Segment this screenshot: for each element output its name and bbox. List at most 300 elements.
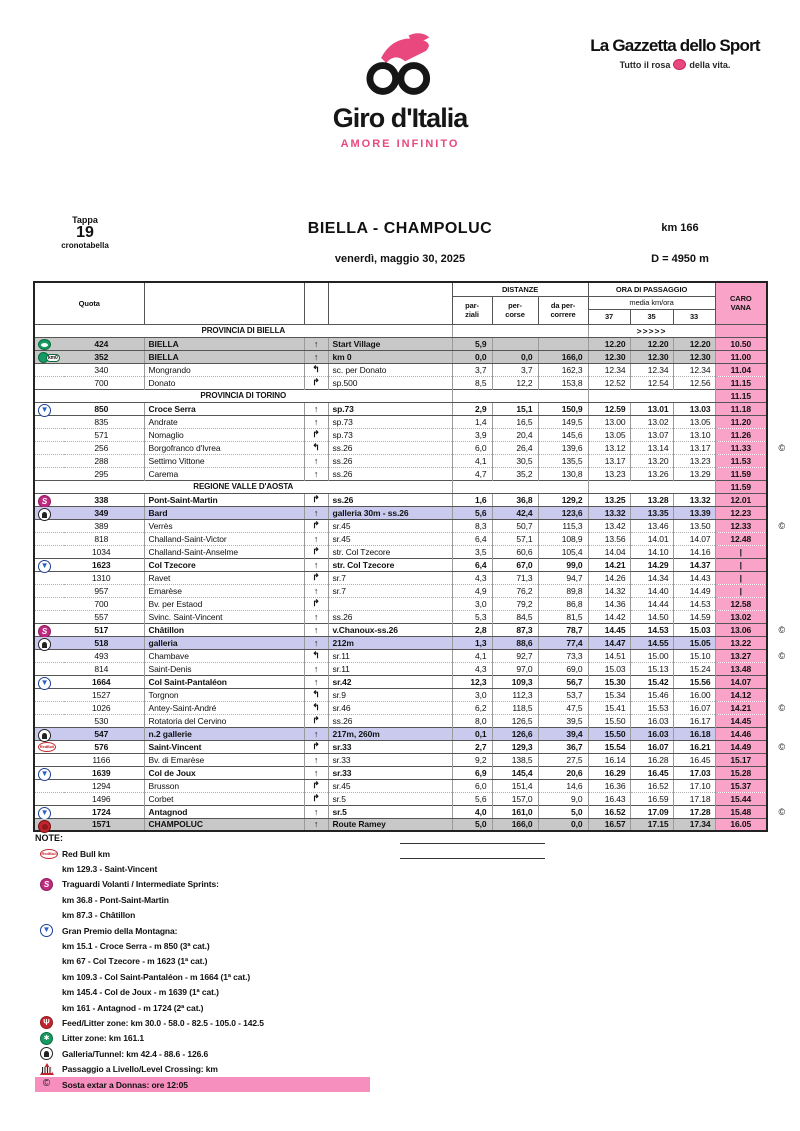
- time-37-cell: 13.17: [588, 454, 630, 467]
- locality-cell: Chambave: [144, 649, 304, 662]
- locality-cell: CHAMPOLUC: [144, 818, 304, 831]
- dist-partial-cell: 1,4: [452, 415, 492, 428]
- time-37-cell: 13.05: [588, 428, 630, 441]
- time-35-cell: 12.20: [630, 337, 673, 350]
- locality-cell: Carema: [144, 467, 304, 480]
- direction-arrow-icon: ↑: [304, 506, 328, 519]
- time-33-cell: 14.16: [673, 545, 715, 558]
- dist-remaining-cell: 135,5: [538, 454, 588, 467]
- direction-arrow-icon: ↑: [304, 662, 328, 675]
- locality-cell: Torgnon: [144, 688, 304, 701]
- dist-partial-cell: 4,1: [452, 649, 492, 662]
- km-zero-icon: [38, 352, 62, 363]
- dist-remaining-cell: 53,7: [538, 688, 588, 701]
- dist-covered-cell: 57,1: [492, 532, 538, 545]
- table-row: [34, 701, 767, 714]
- header-carovana: [715, 282, 767, 324]
- gpm-mountain-icon: [40, 924, 53, 937]
- direction-arrow-icon: ↱: [304, 597, 328, 610]
- dist-partial-cell: 6,0: [452, 441, 492, 454]
- header-vana: VANA: [730, 303, 751, 313]
- dist-covered-cell: 26,4: [492, 441, 538, 454]
- note-icon-slot: [40, 1016, 62, 1029]
- sprint-icon: [40, 878, 53, 891]
- dist-covered-cell: 97,0: [492, 662, 538, 675]
- dist-covered-cell: 161,0: [492, 805, 538, 818]
- caravan-time-cell: 11.59: [715, 480, 767, 493]
- time-37-cell: 14.47: [588, 636, 630, 649]
- direction-arrow-icon: ↰: [304, 701, 328, 714]
- table-row: [34, 623, 767, 636]
- time-37-cell: 14.36: [588, 597, 630, 610]
- note-text: Passaggio a Livello/Level Crossing: km: [62, 1064, 218, 1075]
- section-spacer: [452, 480, 588, 493]
- dist-partial-cell: 12,3: [452, 675, 492, 688]
- time-37-cell: 12.52: [588, 376, 630, 389]
- dist-covered-cell: 84,5: [492, 610, 538, 623]
- road-cell: [328, 597, 452, 610]
- road-cell: sp.73: [328, 402, 452, 415]
- time-37-cell: 13.12: [588, 441, 630, 454]
- time-37-cell: 16.57: [588, 818, 630, 831]
- direction-arrow-icon: ↑: [304, 467, 328, 480]
- header-direction: [304, 282, 328, 324]
- dist-remaining-cell: 47,5: [538, 701, 588, 714]
- quota-cell: [34, 636, 144, 649]
- giro-title: Giro d'Italia: [332, 103, 468, 133]
- table-row: [34, 571, 767, 584]
- quota-cell: [34, 818, 144, 831]
- copyright-stop-icon: ©: [778, 741, 786, 752]
- time-35-cell: 14.50: [630, 610, 673, 623]
- time-33-cell: 12.56: [673, 376, 715, 389]
- quota-value: 1026: [92, 702, 111, 713]
- dist-partial-cell: 6,4: [452, 558, 492, 571]
- time-35-cell: 16.59: [630, 792, 673, 805]
- gazzetta-tagline-right: della vita.: [689, 59, 731, 70]
- caravan-time-cell: 11.15: [715, 389, 767, 402]
- dist-covered-cell: 157,0: [492, 792, 538, 805]
- time-33-cell: 12.20: [673, 337, 715, 350]
- note-sub-text: km 161 - Antagnod - m 1724 (2ª cat.): [62, 1002, 204, 1013]
- quota-value: 850: [94, 403, 109, 414]
- note-entry: [35, 877, 755, 892]
- time-33-cell: 14.37: [673, 558, 715, 571]
- road-cell: sr.33: [328, 766, 452, 779]
- quota-cell: [34, 779, 144, 792]
- locality-cell: Svinc. Saint-Vincent: [144, 610, 304, 623]
- stage-elevation: D = 4950 m: [651, 253, 709, 265]
- header-correre: correre: [550, 310, 576, 319]
- time-37-cell: 15.54: [588, 740, 630, 753]
- dist-covered-cell: 71,3: [492, 571, 538, 584]
- road-cell: sr.9: [328, 688, 452, 701]
- quota-cell: [34, 454, 144, 467]
- caravan-time-cell: 11.18: [715, 402, 767, 415]
- redbull-icon: [40, 849, 58, 859]
- giro-cyclist-icon: [357, 30, 443, 96]
- stage-distance: km 166: [661, 222, 699, 234]
- time-37-cell: 16.52: [588, 805, 630, 818]
- time-37-cell: 13.23: [588, 467, 630, 480]
- quota-cell: [34, 493, 144, 506]
- road-cell: sr.46: [328, 701, 452, 714]
- table-row: [34, 467, 767, 480]
- stage-date: venerdì, maggio 30, 2025: [334, 253, 466, 265]
- time-33-cell: 16.45: [673, 753, 715, 766]
- quota-cell: [34, 467, 144, 480]
- dist-remaining-cell: 150,9: [538, 402, 588, 415]
- section-label: PROVINCIA DI BIELLA: [34, 324, 452, 337]
- road-cell: 217m, 260m: [328, 727, 452, 740]
- header-speed-33: 33: [673, 309, 715, 324]
- table-row: [34, 649, 767, 662]
- road-cell: str. Col Tzecore: [328, 558, 452, 571]
- quota-cell: [34, 441, 144, 454]
- quota-cell: [34, 701, 144, 714]
- quota-value: 518: [94, 637, 109, 648]
- dist-covered-cell: 92,7: [492, 649, 538, 662]
- copyright-stop-icon: ©: [778, 624, 786, 635]
- giro-subtitle: AMORE INFINITO: [340, 138, 460, 150]
- header-speed-37: 37: [588, 309, 630, 324]
- dist-remaining-cell: 39,4: [538, 727, 588, 740]
- time-37-cell: 14.51: [588, 649, 630, 662]
- note-icon-slot: [40, 1063, 62, 1075]
- section-media: [588, 480, 715, 493]
- tappa-label: Tappa: [72, 215, 98, 225]
- note-icon-slot: [40, 849, 62, 859]
- direction-arrow-icon: ↑: [304, 558, 328, 571]
- locality-cell: BIELLA: [144, 350, 304, 363]
- note-sub-text: km 36.8 - Pont-Saint-Martin: [62, 894, 169, 905]
- dist-covered-cell: 151,4: [492, 779, 538, 792]
- road-cell: sr.5: [328, 792, 452, 805]
- direction-arrow-icon: ↑: [304, 337, 328, 350]
- dist-remaining-cell: 130,8: [538, 467, 588, 480]
- dist-covered-cell: [492, 337, 538, 350]
- section-row: [34, 389, 767, 402]
- header-locality: [144, 282, 304, 324]
- direction-arrow-icon: ↰: [304, 688, 328, 701]
- time-35-cell: 12.30: [630, 350, 673, 363]
- quota-value: 1034: [92, 546, 111, 557]
- dist-partial-cell: 3,9: [452, 428, 492, 441]
- note-sub-entry: [35, 861, 755, 876]
- dist-partial-cell: 8,0: [452, 714, 492, 727]
- locality-cell: Saint-Denis: [144, 662, 304, 675]
- quota-value: 1496: [92, 793, 111, 804]
- dist-partial-cell: 5,0: [452, 818, 492, 831]
- caravan-time-cell: 15.17: [715, 753, 767, 766]
- time-33-cell: 16.18: [673, 727, 715, 740]
- dist-covered-cell: 88,6: [492, 636, 538, 649]
- time-35-cell: 15.42: [630, 675, 673, 688]
- quota-value: 700: [94, 598, 109, 609]
- locality-cell: n.2 gallerie: [144, 727, 304, 740]
- direction-arrow-icon: ↑: [304, 818, 328, 831]
- dist-covered-cell: 76,2: [492, 584, 538, 597]
- quota-value: 1639: [92, 767, 111, 778]
- table-row: [34, 415, 767, 428]
- road-cell: sc. per Donato: [328, 363, 452, 376]
- quota-cell: [34, 727, 144, 740]
- header-parziali: [452, 296, 492, 324]
- time-37-cell: 12.20: [588, 337, 630, 350]
- section-media: >>>>>: [588, 324, 715, 337]
- header-per: per-: [508, 301, 522, 310]
- table-row: [34, 610, 767, 623]
- dist-partial-cell: 3,0: [452, 597, 492, 610]
- road-cell: sr.7: [328, 584, 452, 597]
- time-35-cell: 15.13: [630, 662, 673, 675]
- time-37-cell: 15.03: [588, 662, 630, 675]
- road-cell: galleria 30m - ss.26: [328, 506, 452, 519]
- time-33-cell: 14.43: [673, 571, 715, 584]
- dist-remaining-cell: 89,8: [538, 584, 588, 597]
- note-text: Feed/Litter zone: km 30.0 - 58.0 - 82.5 - 105.0 - 142.5: [62, 1017, 264, 1028]
- time-33-cell: 16.07: [673, 701, 715, 714]
- locality-cell: Pont-Saint-Martin: [144, 493, 304, 506]
- time-33-cell: 17.28: [673, 805, 715, 818]
- dist-remaining-cell: 14,6: [538, 779, 588, 792]
- time-35-cell: 14.55: [630, 636, 673, 649]
- table-row: [34, 441, 767, 454]
- locality-cell: Nomaglio: [144, 428, 304, 441]
- time-35-cell: 14.29: [630, 558, 673, 571]
- note-sub-entry: [35, 985, 755, 1000]
- quota-cell: [34, 766, 144, 779]
- road-cell: ss.26: [328, 454, 452, 467]
- quota-value: 288: [94, 455, 109, 466]
- time-35-cell: 15.46: [630, 688, 673, 701]
- time-35-cell: 14.53: [630, 623, 673, 636]
- dist-partial-cell: 5,6: [452, 792, 492, 805]
- note-text: Gran Premio della Montagna:: [62, 925, 178, 936]
- locality-cell: Bard: [144, 506, 304, 519]
- direction-arrow-icon: ↑: [304, 584, 328, 597]
- level-crossing-icon: [40, 1063, 54, 1075]
- notes-label: NOTE:: [35, 833, 63, 843]
- road-cell: Route Ramey: [328, 818, 452, 831]
- quota-value: 1664: [92, 676, 111, 687]
- quota-value: 1527: [92, 689, 111, 700]
- quota-cell: [34, 402, 144, 415]
- quota-value: 957: [94, 585, 109, 596]
- caravan-time-cell: 12.33 ©: [715, 519, 767, 532]
- table-row: [34, 740, 767, 753]
- table-row: [34, 350, 767, 363]
- quota-value: 576: [94, 741, 109, 752]
- time-37-cell: 13.32: [588, 506, 630, 519]
- dist-covered-cell: 145,4: [492, 766, 538, 779]
- note-entry: [35, 923, 755, 938]
- caravan-time-cell: [715, 324, 767, 337]
- dist-partial-cell: 1,6: [452, 493, 492, 506]
- dist-partial-cell: 6,4: [452, 532, 492, 545]
- caravan-time-cell: 12.23: [715, 506, 767, 519]
- time-35-cell: 13.02: [630, 415, 673, 428]
- quota-cell: [34, 506, 144, 519]
- quota-value: 1294: [92, 780, 111, 791]
- time-37-cell: 13.25: [588, 493, 630, 506]
- direction-arrow-icon: ↑: [304, 454, 328, 467]
- header-caro: CARO: [729, 294, 752, 304]
- note-sub-entry: [35, 908, 755, 923]
- time-33-cell: 17.10: [673, 779, 715, 792]
- dist-remaining-cell: 39,5: [538, 714, 588, 727]
- dist-partial-cell: 4,3: [452, 571, 492, 584]
- time-35-cell: 13.01: [630, 402, 673, 415]
- quota-value: 1623: [92, 559, 111, 570]
- dist-partial-cell: 2,8: [452, 623, 492, 636]
- stage-route-title: BIELLA - CHAMPOLUC: [307, 220, 493, 237]
- direction-arrow-icon: ↑: [304, 753, 328, 766]
- quota-cell: [34, 610, 144, 623]
- table-row: [34, 337, 767, 350]
- time-37-cell: 15.50: [588, 714, 630, 727]
- dist-partial-cell: 5,6: [452, 506, 492, 519]
- note-entry: [35, 1061, 755, 1076]
- direction-arrow-icon: ↑: [304, 623, 328, 636]
- caravan-time-cell: 15.28: [715, 766, 767, 779]
- locality-cell: Emarèse: [144, 584, 304, 597]
- dist-covered-cell: 3,7: [492, 363, 538, 376]
- dist-remaining-cell: 99,0: [538, 558, 588, 571]
- locality-cell: galleria: [144, 636, 304, 649]
- quota-value: 1310: [92, 572, 111, 583]
- dist-partial-cell: 3,5: [452, 545, 492, 558]
- table-row: [34, 727, 767, 740]
- gazzetta-tagline: [585, 59, 765, 70]
- copyright-stop-icon: ©: [778, 702, 786, 713]
- litter-zone-icon: [40, 1032, 53, 1045]
- time-33-cell: 17.18: [673, 792, 715, 805]
- quota-value: 1571: [92, 819, 111, 830]
- note-sub-entry: [35, 938, 755, 953]
- direction-arrow-icon: ↑: [304, 610, 328, 623]
- time-35-cell: 14.10: [630, 545, 673, 558]
- dist-partial-cell: 0,0: [452, 350, 492, 363]
- time-37-cell: 16.29: [588, 766, 630, 779]
- road-cell: str. Col Tzecore: [328, 545, 452, 558]
- direction-arrow-icon: ↑: [304, 766, 328, 779]
- dist-remaining-cell: 81,5: [538, 610, 588, 623]
- dist-remaining-cell: 162,3: [538, 363, 588, 376]
- quota-value: 835: [94, 416, 109, 427]
- locality-cell: Châtillon: [144, 623, 304, 636]
- road-cell: ss.26: [328, 493, 452, 506]
- dist-covered-cell: 67,0: [492, 558, 538, 571]
- caravan-time-cell: 12.48: [715, 532, 767, 545]
- caravan-time-cell: 13.06 ©: [715, 623, 767, 636]
- dist-remaining-cell: 108,9: [538, 532, 588, 545]
- quota-cell: [34, 350, 144, 363]
- dist-partial-cell: 4,7: [452, 467, 492, 480]
- dist-covered-cell: 60,6: [492, 545, 538, 558]
- dist-remaining-cell: 149,5: [538, 415, 588, 428]
- quota-cell: [34, 714, 144, 727]
- table-row: [34, 779, 767, 792]
- feed-zone-icon: [40, 1016, 53, 1029]
- locality-cell: Verrès: [144, 519, 304, 532]
- dist-partial-cell: 4,9: [452, 584, 492, 597]
- road-cell: sr.45: [328, 779, 452, 792]
- dist-partial-cell: 2,9: [452, 402, 492, 415]
- note-entry: [35, 1046, 755, 1061]
- caravan-time-cell: 11.04: [715, 363, 767, 376]
- quota-cell: [34, 805, 144, 818]
- road-cell: sp.73: [328, 415, 452, 428]
- caravan-time-cell: 14.45: [715, 714, 767, 727]
- locality-cell: Antagnod: [144, 805, 304, 818]
- time-35-cell: 16.07: [630, 740, 673, 753]
- stage-type: cronotabella: [61, 241, 109, 250]
- quota-cell: [34, 363, 144, 376]
- dist-remaining-cell: 36,7: [538, 740, 588, 753]
- locality-cell: Rotatoria del Cervino: [144, 714, 304, 727]
- dist-remaining-cell: 5,0: [538, 805, 588, 818]
- direction-arrow-icon: ↱: [304, 493, 328, 506]
- road-cell: sr.11: [328, 662, 452, 675]
- quota-value: 424: [94, 338, 109, 349]
- time-33-cell: 12.34: [673, 363, 715, 376]
- time-35-cell: 16.28: [630, 753, 673, 766]
- dist-covered-cell: 0,0: [492, 350, 538, 363]
- caravan-time-cell: |: [715, 545, 767, 558]
- dist-covered-cell: 12,2: [492, 376, 538, 389]
- header-ora-passaggio: ORA DI PASSAGGIO: [588, 282, 715, 296]
- gazzetta-logo: [585, 36, 765, 70]
- note-sub-entry: [35, 954, 755, 969]
- note-entry: [35, 1077, 370, 1092]
- time-33-cell: 17.03: [673, 766, 715, 779]
- locality-cell: Antey-Saint-André: [144, 701, 304, 714]
- direction-arrow-icon: ↑: [304, 402, 328, 415]
- quota-value: 530: [94, 715, 109, 726]
- table-row: [34, 805, 767, 818]
- quota-value: 340: [94, 364, 109, 375]
- dist-partial-cell: 5,3: [452, 610, 492, 623]
- direction-arrow-icon: ↱: [304, 571, 328, 584]
- giro-logo: [300, 30, 500, 150]
- table-row: [34, 597, 767, 610]
- table-row: [34, 662, 767, 675]
- time-35-cell: 15.00: [630, 649, 673, 662]
- cronotabella-table: [33, 281, 786, 832]
- quota-value: 338: [94, 494, 109, 505]
- dist-remaining-cell: 115,3: [538, 519, 588, 532]
- time-35-cell: 13.14: [630, 441, 673, 454]
- direction-arrow-icon: ↑: [304, 675, 328, 688]
- time-35-cell: 13.28: [630, 493, 673, 506]
- quota-cell: [34, 688, 144, 701]
- road-cell: sr.45: [328, 532, 452, 545]
- locality-cell: Borgofranco d'Ivrea: [144, 441, 304, 454]
- dist-partial-cell: 5,9: [452, 337, 492, 350]
- time-33-cell: 16.00: [673, 688, 715, 701]
- time-33-cell: 15.05: [673, 636, 715, 649]
- table-row: [34, 714, 767, 727]
- caravan-time-cell: 14.21 ©: [715, 701, 767, 714]
- road-cell: sp.73: [328, 428, 452, 441]
- dist-partial-cell: 0,1: [452, 727, 492, 740]
- section-row: [34, 324, 767, 337]
- caravan-time-cell: 13.48: [715, 662, 767, 675]
- locality-cell: Bv. per Estaod: [144, 597, 304, 610]
- note-entry: [35, 846, 755, 861]
- notes-section: [35, 831, 755, 1092]
